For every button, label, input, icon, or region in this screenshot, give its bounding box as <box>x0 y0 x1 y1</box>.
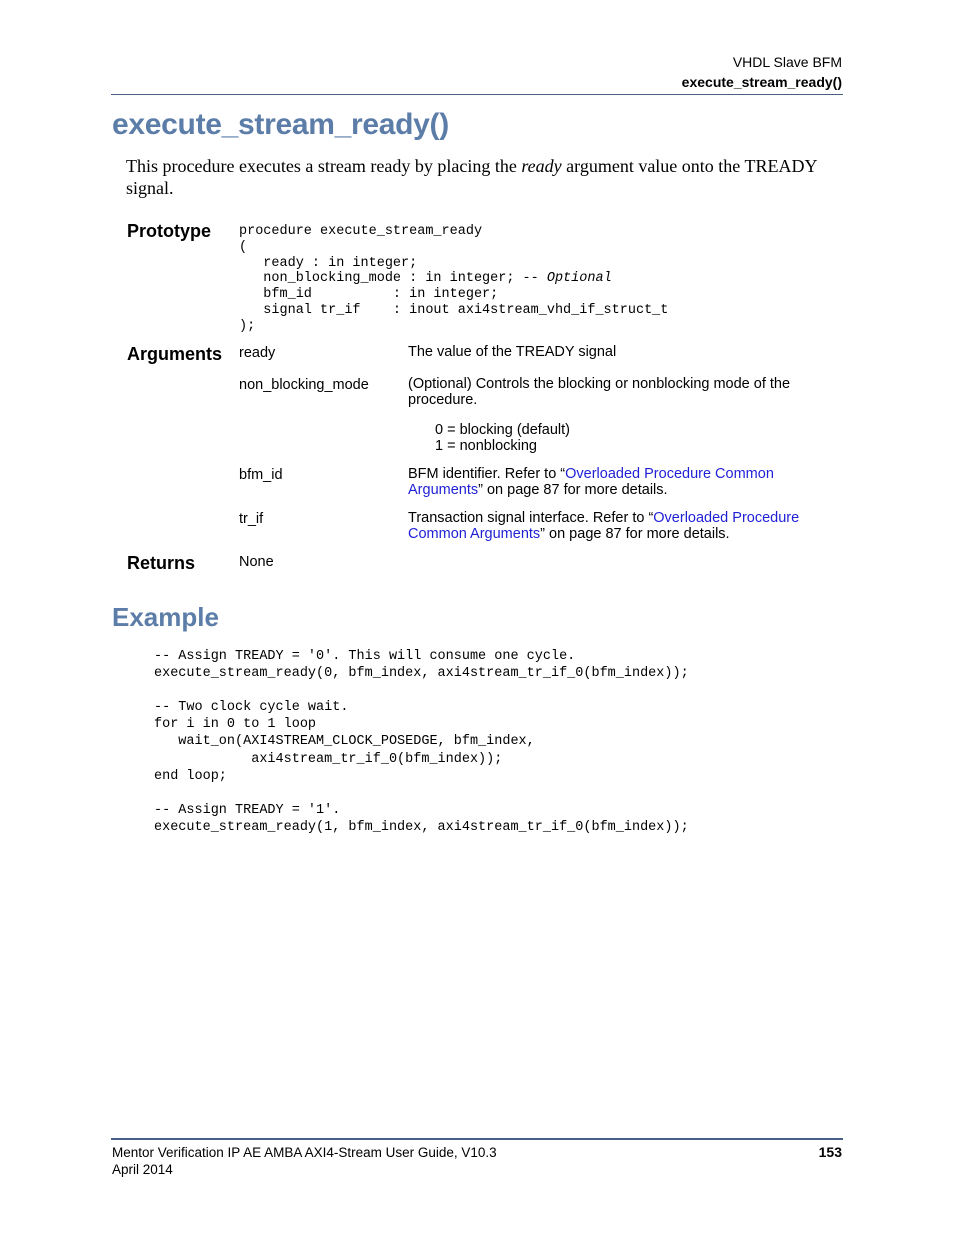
arg-desc-bfm-id <box>408 467 838 498</box>
arg-desc-bfm-id-pre: BFM identifier. Refer to “ <box>408 466 566 482</box>
arg-desc-tr-if-pre: Transaction signal interface. Refer to “ <box>408 510 654 526</box>
prototype-label: Prototype <box>127 221 212 241</box>
footer-guide-title: Mentor Verification IP AE AMBA AXI4-Stream User Guide, V10.3 <box>112 1145 497 1160</box>
arg-desc-ready: The value of the TREADY signal <box>408 344 617 360</box>
example-heading: Example <box>112 602 219 632</box>
header-topic: execute_stream_ready() <box>681 74 842 90</box>
prototype-code-main: procedure execute_stream_ready ( ready : in integer; non_blocking_mode : in integer; -- <box>239 224 539 287</box>
overloaded-procedure-link[interactable]: Overloaded Procedure Common Arguments <box>408 466 774 498</box>
arg-desc-bfm-id-post: ” on page 87 for more details. <box>478 481 668 498</box>
arg-desc-tr-if-post: ” on page 87 for more details. <box>540 525 730 542</box>
returns-label: Returns <box>127 553 196 573</box>
arg-name-ready: ready <box>239 345 276 361</box>
footer-rule <box>111 1138 843 1140</box>
intro-paragraph <box>126 155 842 199</box>
header-rule <box>111 94 843 95</box>
arg-name-non-blocking-mode: non_blocking_mode <box>239 377 369 393</box>
prototype-code-optional: Optional <box>546 271 612 287</box>
intro-text-before: This procedure executes a stream ready by placing the <box>126 156 522 176</box>
example-code: -- Assign TREADY = '0'. This will consume one cycle. execute_stream_ready(0, bfm_index, axi4stream_tr_if_0(bfm_index)); -- Two clock cycle wait. for i in 0 to 1 loop wait_on(AXI4STREAM_CLOCK_POSEDGE, bfm_index, axi4stream_tr_if_0(bfm_index)); end loop; -- Assign TREADY = '1'. execute_stream_ready(1, bfm_index, axi4stream_tr_if_0(bfm_index)); <box>154 649 689 835</box>
arg-desc-non-blocking-mode: (Optional) Controls the blocking or nonblocking mode of the procedure. <box>408 376 791 408</box>
footer-info <box>112 1144 497 1178</box>
page-number: 153 <box>818 1144 842 1160</box>
returns-value: None <box>239 554 274 570</box>
intro-text-after: argument value onto the TREADY signal. <box>126 156 817 198</box>
overloaded-procedure-link[interactable]: Overloaded Procedure Common Arguments <box>408 510 800 542</box>
arg-name-tr-if: tr_if <box>239 511 264 527</box>
header-section: VHDL Slave BFM <box>732 54 842 70</box>
page-header <box>682 52 842 92</box>
page-title: execute_stream_ready() <box>112 108 449 141</box>
footer-date: April 2014 <box>112 1162 173 1177</box>
arguments-label: Arguments <box>127 344 223 364</box>
arg-name-bfm-id: bfm_id <box>239 467 283 483</box>
prototype-code <box>239 224 668 335</box>
intro-emphasis: ready <box>521 156 562 176</box>
arg-desc-tr-if <box>408 511 838 542</box>
prototype-code-rest: bfm_id : in integer; signal tr_if : inout axi4stream_vhd_if_struct_t ); <box>239 287 669 334</box>
arg-option-blocking: 0 = blocking (default) <box>435 422 571 438</box>
arg-option-nonblocking: 1 = nonblocking <box>435 438 537 454</box>
